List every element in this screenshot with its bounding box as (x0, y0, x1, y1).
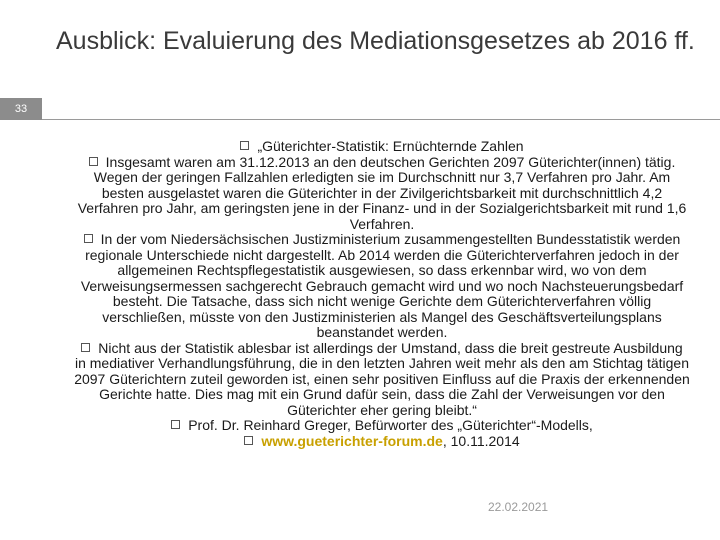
square-bullet-icon (84, 234, 93, 243)
quote-heading (74, 139, 690, 155)
square-bullet-icon (89, 157, 98, 166)
slide-number: 33 (0, 98, 42, 120)
square-bullet-icon (171, 420, 180, 429)
paragraph-text: In der vom Niedersächsischen Justizministerium zusammengestellten Bundesstatistik werden regionale Unterschiede nicht dargestellt. Ab 2014 werden die Güterichterverfahren jedoch in der allgemeinen Rechtspflegestatistik ausgewiesen, so dass erkennbar wird, wo von dem Verweisungsermessen sachgerecht Gebrauch gemacht wird und wo noch Nachsteuerungsbedarf besteht. Die Tatsache, dass sich nicht wenige Gerichte dem Güterichterverfahren völlig verschließen, müsste von den Justizministerien als Mangel des Geschäftsverteilungsplans beanstandet werden. (80, 231, 684, 340)
heading-text: „Güterichter-Statistik: Ernüchternde Zahlen (257, 138, 524, 154)
square-bullet-icon (240, 141, 249, 150)
author-citation (74, 418, 690, 434)
paragraph-judges-count (74, 155, 690, 233)
square-bullet-icon (81, 343, 90, 352)
slide-date: 22.02.2021 (488, 500, 549, 514)
slide-title: Ausblick: Evaluierung des Mediationsgesetzes ab 2016 ff. (56, 27, 695, 55)
paragraph-text: Nicht aus der Statistik ablesbar ist allerdings der Umstand, dass die breit gestreute Ausbildung in mediativer Verhandlungsführung, die in den letzten Jahren weit mehr als den am Stichtag tätigen 2097 Güterichtern zuteil geworden ist, einen sehr positiven Einfluss auf die Praxis der erkennenden Gerichte hatte. Dies mag mit ein Grund dafür sein, dass die Zahl der Verweisungen vor den Güterichter eher gering bleibt.“ (74, 339, 690, 418)
source-date: , 10.11.2014 (442, 432, 520, 449)
source-citation (74, 434, 690, 450)
paragraph-statistics (74, 232, 690, 341)
paragraph-training (74, 341, 690, 419)
title-divider (42, 119, 720, 120)
source-link[interactable]: www.gueterichter-forum.de (261, 432, 443, 449)
paragraph-text: Insgesamt waren am 31.12.2013 an den deutschen Gerichten 2097 Güterichter(innen) tätig. Wegen der geringen Fallzahlen erledigten sie im Durchschnitt nur 3,7 Verfahren pro Jahr. Am besten ausgelastet waren die Güterichter in der Zivilgerichtsbarkeit mit durchschnittlich 4,2 Verfahren pro Jahr, am geringsten jene in der Finanz- und in der Sozialgerichtsbarkeit mit rund 1,6 Verfahren. (77, 153, 687, 232)
square-bullet-icon (244, 436, 253, 445)
author-text: Prof. Dr. Reinhard Greger, Befürworter des „Güterichter“-Modells, (188, 417, 593, 433)
slide-body (74, 139, 690, 449)
